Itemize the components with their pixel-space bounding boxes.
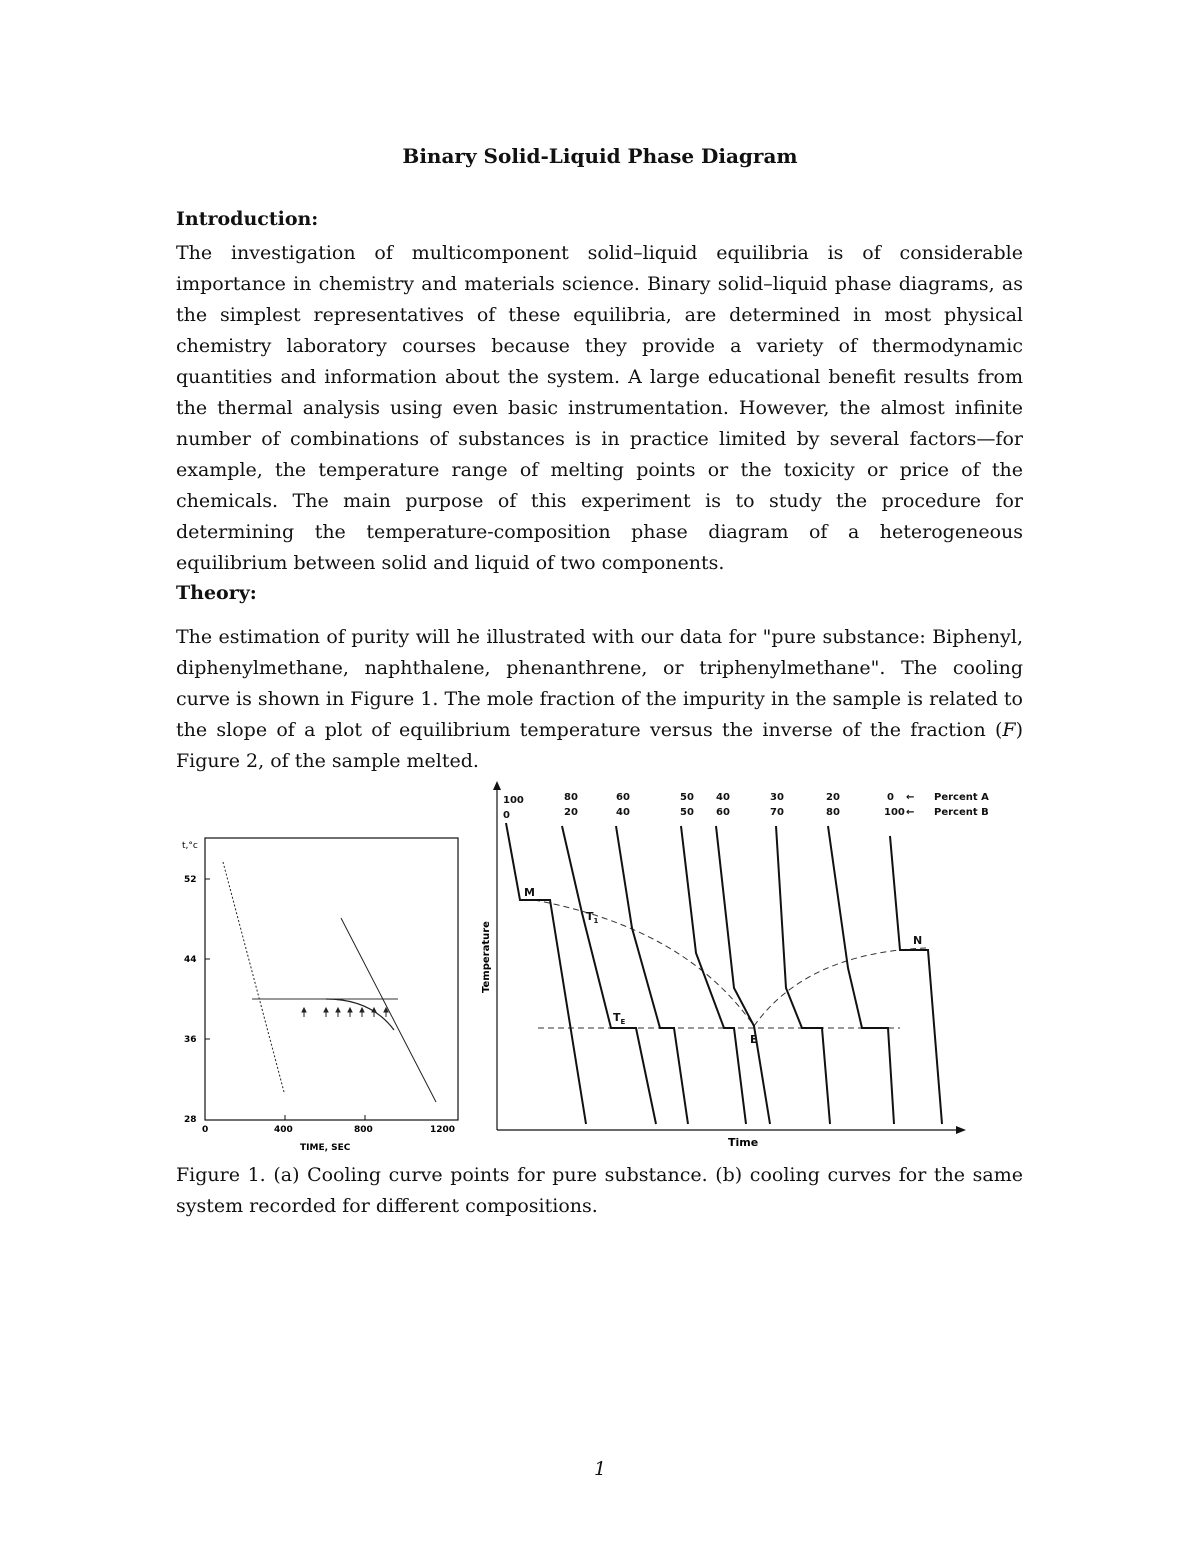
- figure-a-y-tick-52: 52: [184, 875, 197, 885]
- page-number: 1: [593, 1458, 607, 1480]
- percent-b-70: 70: [770, 807, 784, 818]
- cooling-curve-50a: [681, 826, 746, 1124]
- percent-a-arrow: ←: [906, 792, 915, 803]
- figure-a-x-tick-400: 400: [274, 1125, 293, 1135]
- theory-text-part-2: ) Figure 2, of the sample melted.: [176, 719, 1023, 772]
- point-n-label: N: [913, 934, 923, 947]
- cooling-curve-80a: [562, 826, 656, 1124]
- figure-caption: Figure 1. (a) Cooling curve points for pure substance. (b) cooling curves for the same system recorded for different compositions.: [176, 1164, 1023, 1217]
- figure-a-curve: [326, 999, 394, 1030]
- figure-a-y-tick-28: 28: [184, 1115, 197, 1125]
- percent-a-30: 30: [770, 792, 784, 803]
- cooling-curve-30a: [776, 826, 830, 1124]
- page-title: Binary Solid-Liquid Phase Diagram: [402, 144, 798, 168]
- point-e-label: E: [750, 1033, 758, 1046]
- point-t1-letter: T: [586, 910, 594, 923]
- introduction-paragraph: The investigation of multicomponent solid–liquid equilibria is of considerable importance in chemistry and materials science. Binary solid–liquid phase diagrams, as the simplest representatives of these equilibria, are determined in most physical chemistry laboratory courses because they provide a variety of thermodynamic quantities and information about the system. A large educational benefit results from the thermal analysis using even basic instrumentation. However, the almost infinite number of combinations of substances is in practice limited by several factors—for example, the temperature range of melting points or the toxicity or price of the chemicals. The main purpose of this experiment is to study the procedure for determining the temperature-composition phase diagram of a heterogeneous equilibrium between solid and liquid of two components.: [176, 242, 1023, 574]
- percent-a-60: 60: [616, 792, 630, 803]
- point-te-subscript: E: [620, 1018, 626, 1026]
- percent-b-arrow: ←: [906, 807, 915, 818]
- percent-b-60: 60: [716, 807, 730, 818]
- theory-text-part-1: The estimation of purity will he illustrated with our data for "pure substance: Biphenyl, diphenylmethane, naphthalene, phenanthrene, or triphenylmethane". The cooling curve is shown in Figure 1. The mole fraction of the impurity in the sample is related to the slope of a plot of equilibrium temperature versus the inverse of the fraction (: [176, 626, 1023, 741]
- cooling-curve-100a: [506, 823, 586, 1124]
- theory-paragraph: [176, 622, 1023, 777]
- percent-b-0: 0: [503, 810, 510, 821]
- percent-b-20: 20: [564, 807, 578, 818]
- percent-b-legend: Percent B: [934, 807, 989, 818]
- figure-a-y-axis-label: t,°c: [182, 841, 198, 851]
- point-te-letter: T: [613, 1011, 621, 1024]
- liquidus-curve-right: [754, 948, 926, 1026]
- figure-a-second-cooling-line: [341, 918, 436, 1102]
- percent-a-20: 20: [826, 792, 840, 803]
- point-t1-subscript: 1: [593, 917, 599, 925]
- figure-a-plot-frame: [205, 838, 458, 1120]
- cooling-curve-40a: [716, 826, 770, 1124]
- percent-a-legend: Percent A: [934, 792, 989, 803]
- percent-a-40: 40: [716, 792, 730, 803]
- figure-a-y-tick-36: 36: [184, 1035, 197, 1045]
- percent-a-80: 80: [564, 792, 578, 803]
- cooling-curve-0a: [890, 836, 942, 1124]
- point-t1-label: [586, 910, 599, 925]
- percent-b-50: 50: [680, 807, 694, 818]
- figure-b-y-axis-arrow: [493, 781, 501, 790]
- figure-a-x-tick-0: 0: [202, 1125, 209, 1135]
- percent-a-50: 50: [680, 792, 694, 803]
- introduction-heading: Introduction:: [176, 208, 319, 230]
- figure-a-y-tick-44: 44: [184, 955, 197, 965]
- percent-a-0: 0: [887, 792, 894, 803]
- point-m-label: M: [524, 886, 535, 899]
- figure-a: [176, 832, 466, 1160]
- percent-b-100: 100: [884, 807, 905, 818]
- figure-a-arrow-markers: [302, 1008, 388, 1017]
- theory-text-italic: F: [1002, 719, 1016, 741]
- cooling-curve-20a: [828, 826, 894, 1124]
- figure-a-initial-cooling-line: [223, 862, 284, 1092]
- figure-a-x-axis-label: TIME, SEC: [300, 1143, 351, 1153]
- cooling-curve-60a: [616, 826, 688, 1124]
- figure-a-x-tick-1200: 1200: [430, 1125, 456, 1135]
- figure-b-x-axis-label: Time: [728, 1136, 759, 1149]
- percent-b-40: 40: [616, 807, 630, 818]
- figure-b: [476, 778, 989, 1156]
- theory-heading: Theory:: [176, 582, 257, 604]
- figure-b-x-axis-arrow: [956, 1126, 966, 1134]
- figure-b-y-axis-label: Temperature: [481, 921, 492, 993]
- figure-a-x-tick-800: 800: [354, 1125, 373, 1135]
- percent-a-100: 100: [503, 795, 524, 806]
- percent-b-80: 80: [826, 807, 840, 818]
- point-te-label: [613, 1011, 626, 1026]
- figure-b-svg: [476, 778, 989, 1156]
- figure-a-svg: [176, 832, 466, 1160]
